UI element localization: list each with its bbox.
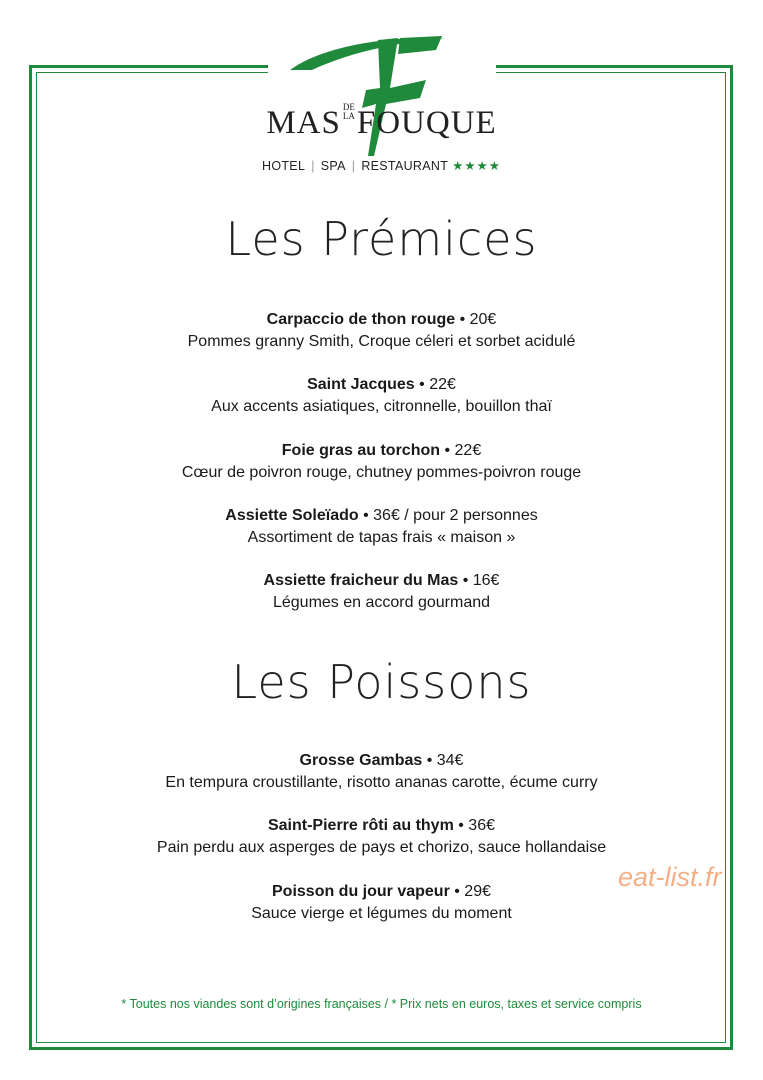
dish-description: Cœur de poivron rouge, chutney pommes-poivron rouge xyxy=(181,464,582,481)
section-title-poissons: Les Poissons xyxy=(231,655,532,709)
dish-description: Aux accents asiatiques, citronnelle, bouillon thaï xyxy=(211,398,552,415)
dish-name: Grosse Gambas xyxy=(299,752,423,769)
dish-price: • 36€ / pour 2 personnes xyxy=(358,507,538,524)
tagline-hotel: HOTEL xyxy=(262,159,306,173)
dish-description: Pommes granny Smith, Croque céleri et sorbet acidulé xyxy=(187,333,576,350)
dish-price: • 22€ xyxy=(414,376,456,393)
tagline xyxy=(0,158,763,173)
dish-name: Assiette fraicheur du Mas xyxy=(263,572,459,589)
dish-name: Saint Jacques xyxy=(307,376,415,393)
watermark: eat-list.fr xyxy=(618,862,722,892)
footer-note: * Toutes nos viandes sont d’origines françaises / * Prix nets en euros, taxes et service compris xyxy=(121,997,642,1011)
dish-price: • 29€ xyxy=(449,883,491,900)
dish-price: • 16€ xyxy=(458,572,500,589)
dish-item xyxy=(0,815,763,859)
dish-name: Poisson du jour vapeur xyxy=(272,883,450,900)
dish-item xyxy=(0,440,763,484)
dish-item xyxy=(0,570,763,614)
dish-item xyxy=(0,750,763,794)
dish-description: Sauce vierge et légumes du moment xyxy=(251,905,512,922)
dish-description: Pain perdu aux asperges de pays et chorizo, sauce hollandaise xyxy=(156,839,607,856)
dish-item xyxy=(0,505,763,549)
dish-name: Assiette Soleïado xyxy=(225,507,359,524)
dish-price: • 22€ xyxy=(440,442,482,459)
brand-part-2: FOUQUE xyxy=(356,105,497,141)
brand-small-bottom: LA xyxy=(342,111,355,121)
brand-small-top: DE xyxy=(342,102,355,112)
dish-item xyxy=(0,374,763,418)
dish-price: • 36€ xyxy=(453,817,495,834)
tagline-separator: | xyxy=(311,159,315,173)
star-rating-icon: ★★★★ xyxy=(452,159,501,173)
brand-part-1: MAS xyxy=(266,105,341,141)
dish-description: Assortiment de tapas frais « maison » xyxy=(247,529,516,546)
tagline-spa: SPA xyxy=(320,159,346,173)
dish-price: • 34€ xyxy=(422,752,464,769)
brand-small-text xyxy=(343,103,355,121)
dish-price: • 20€ xyxy=(455,311,497,328)
dish-name: Foie gras au torchon xyxy=(281,442,441,459)
section-title-premices: Les Prémices xyxy=(225,212,538,266)
tagline-separator: | xyxy=(351,159,356,173)
dish-description: En tempura croustillante, risotto ananas carotte, écume curry xyxy=(165,774,598,791)
dish-name: Carpaccio de thon rouge xyxy=(266,311,456,328)
brand-name xyxy=(0,103,763,142)
dish-item xyxy=(0,309,763,353)
dish-description: Légumes en accord gourmand xyxy=(272,594,491,611)
dish-name: Saint-Pierre rôti au thym xyxy=(267,817,454,834)
tagline-restaurant: RESTAURANT xyxy=(361,159,449,173)
